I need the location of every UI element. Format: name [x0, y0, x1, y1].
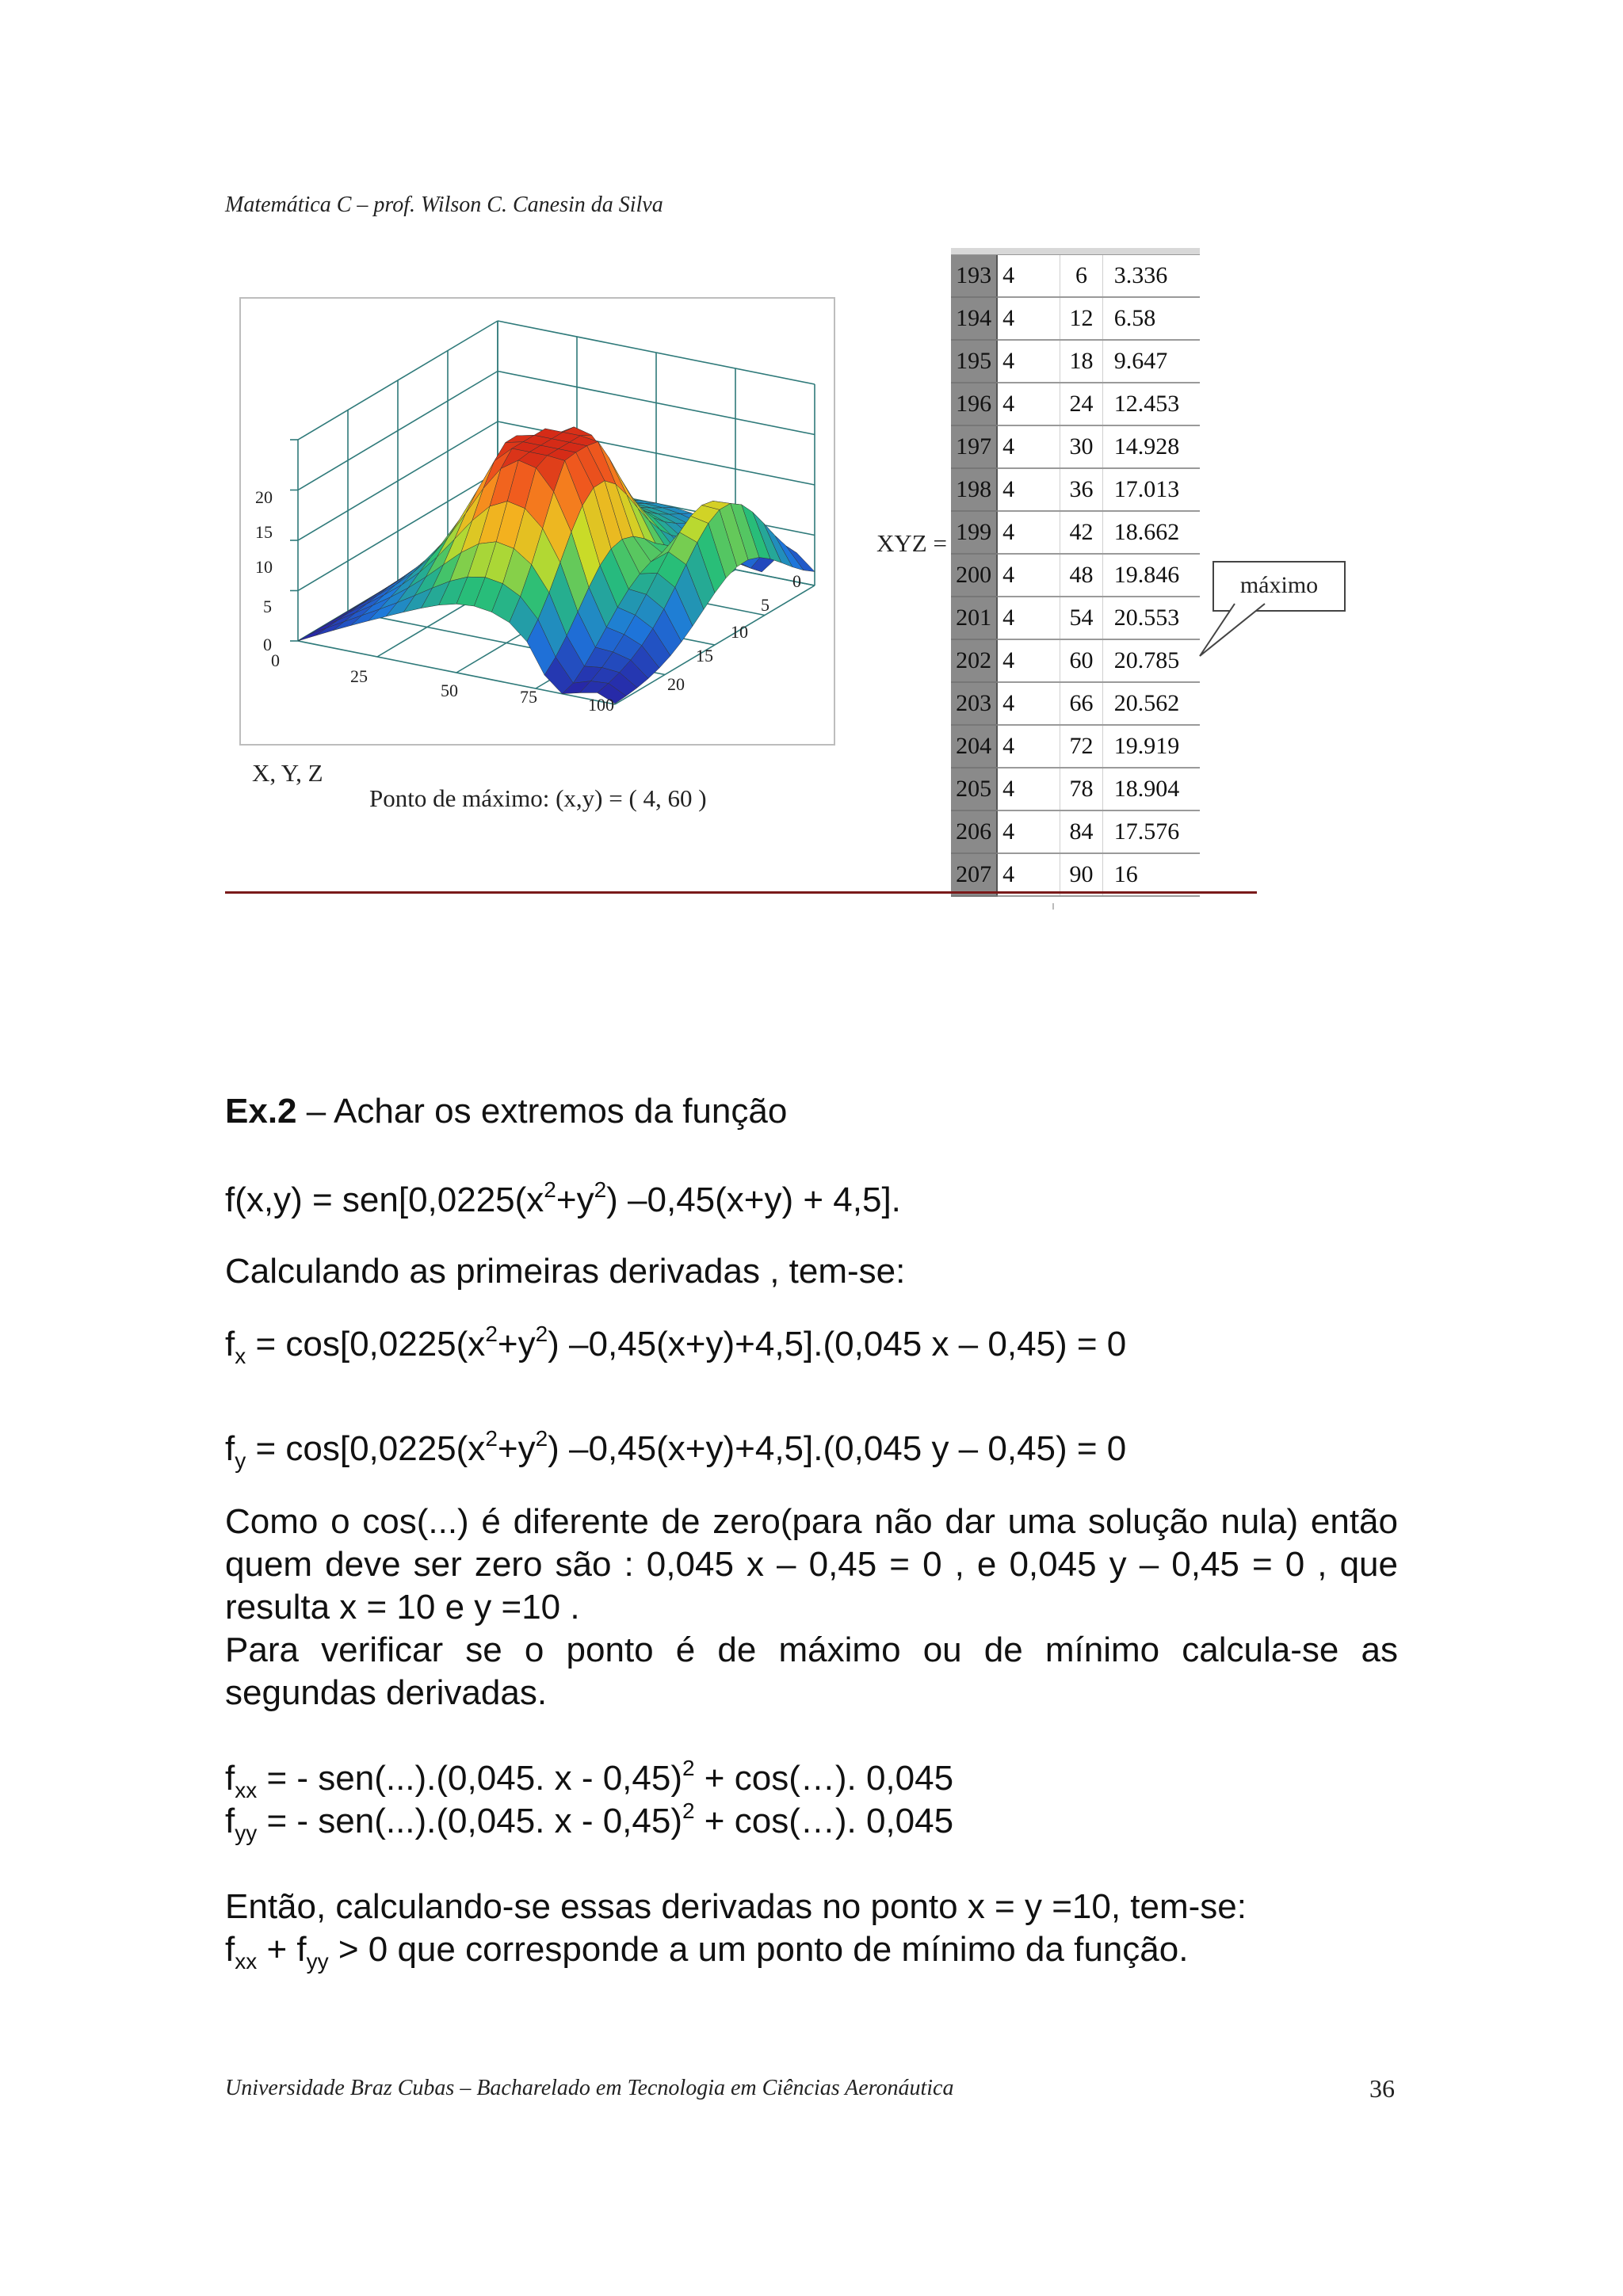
table-label: XYZ = [876, 529, 947, 557]
fxx-equation: $f_{xx}$ = - sen(...).(0,045. x - 0,45)$^2$ + cos(…). 0,045 [225, 1756, 954, 1802]
subscript: xx [235, 1778, 258, 1802]
x-tick-label: 25 [350, 666, 368, 686]
table-row [951, 639, 1200, 682]
table-row [951, 725, 1200, 768]
x-tick-label: 100 [588, 695, 614, 715]
table-cell: 4 [997, 383, 1060, 425]
y-tick-label: 15 [696, 646, 713, 666]
row-index-cell: 199 [951, 511, 997, 554]
formula-part: + f [257, 1930, 307, 1969]
formula-part: + cos(…). 0,045 [694, 1802, 954, 1840]
table-cell: 14.928 [1102, 425, 1200, 468]
z-tick-label: 15 [255, 522, 273, 542]
formula-part: +y [497, 1325, 536, 1363]
section-divider [225, 891, 1257, 894]
paragraph-second-derivatives: Para verificar se o ponto é de máximo ou de mínimo calcula-se as segundas derivadas. [225, 1630, 1398, 1712]
row-index-cell: 206 [951, 810, 997, 853]
formula-part: ) –0,45(x+y) + 4,5]. [606, 1180, 901, 1219]
page-header: Matemática C – prof. Wilson C. Canesin da Silva [225, 193, 663, 217]
table-cell: 19.919 [1102, 725, 1200, 768]
table-cell: 4 [997, 597, 1060, 639]
y-tick-label: 5 [761, 595, 769, 615]
table-row [951, 853, 1200, 896]
formula-part: f(x,y) = sen[0,0225(x [225, 1180, 544, 1219]
table-cell: 4 [997, 639, 1060, 682]
formula-part: ) –0,45(x+y)+4,5].(0,045 y – 0,45) = 0 [548, 1429, 1127, 1468]
table-cell: 90 [1060, 853, 1102, 896]
surface-plot-frame [239, 297, 835, 746]
formula-part: = - sen(...).(0,045. x - 0,45) [257, 1802, 682, 1840]
table-cell: 20.785 [1102, 639, 1200, 682]
fyy-equation: $f_{yy}$ = - sen(...).(0,045. x - 0,45)$^2$ + cos(…). 0,045 [225, 1798, 954, 1845]
table-cell: 60 [1060, 639, 1102, 682]
x-tick-label: 0 [271, 650, 280, 670]
table-cell: 4 [997, 425, 1060, 468]
table-row [951, 425, 1200, 468]
fy-equation: $f_y = \cos[0,0225(x^2+y^2)$ –0,45(x+y)+4,5].(0,045 y – 0,45) = 0 [225, 1426, 1127, 1473]
table-cell: 4 [997, 255, 1060, 297]
x-tick-label: 50 [441, 681, 458, 700]
fx-equation: $f_x = \cos[0,0225(x^2+y^2)$ –0,45(x+y)+4,5].(0,045 x – 0,45) = 0 [225, 1322, 1127, 1368]
derivatives-intro: Calculando as primeiras derivadas , tem-se: [225, 1252, 906, 1291]
table-row [951, 255, 1200, 297]
subscript: x [235, 1344, 246, 1368]
table-cell: 18 [1060, 340, 1102, 383]
max-point-text: Ponto de máximo: (x,y) = ( 4, 60 ) [369, 784, 707, 812]
ex2-title [225, 1090, 1398, 1133]
subscript: xx [235, 1949, 258, 1974]
formula-part: ) –0,45(x+y)+4,5].(0,045 x – 0,45) = 0 [548, 1325, 1127, 1363]
z-tick-label: 10 [255, 557, 273, 577]
row-index-cell: 204 [951, 725, 997, 768]
z-tick-label: 0 [263, 635, 272, 654]
row-index-cell: 194 [951, 297, 997, 340]
table-cell: 17.576 [1102, 810, 1200, 853]
ex2-title-text: – Achar os extremos da função [296, 1092, 788, 1131]
subscript: y [235, 1448, 246, 1473]
page-number: 36 [1369, 2074, 1395, 2103]
table-cell: 4 [997, 810, 1060, 853]
table-cell: 4 [997, 468, 1060, 511]
table-cell: 4 [997, 297, 1060, 340]
table-cell: 16 [1102, 853, 1200, 896]
row-index-cell: 202 [951, 639, 997, 682]
formula-part: +y [556, 1180, 594, 1219]
table-cell: 78 [1060, 768, 1102, 810]
table-cell: 4 [997, 511, 1060, 554]
table-cell: 20.553 [1102, 597, 1200, 639]
formula-part: + cos(…). 0,045 [694, 1759, 954, 1798]
table-cell: 18.662 [1102, 511, 1200, 554]
table-row [951, 340, 1200, 383]
row-index-cell: 195 [951, 340, 997, 383]
function-definition: $f(x,y) = sen[0,0225(x^2+y^2) -0,45(x+y) + 4,5]$. [225, 1177, 901, 1219]
maximum-callout: máximo [1212, 561, 1346, 612]
callout-pointer [1189, 602, 1268, 666]
conclusion-line-1: Então, calculando-se essas derivadas no ponto x = y =10, tem-se: [225, 1887, 1247, 1926]
formula-part: = - sen(...).(0,045. x - 0,45) [257, 1759, 682, 1798]
formula-part: = cos[0,0225(x [246, 1429, 486, 1468]
table-row [951, 597, 1200, 639]
axes-caption: X, Y, Z [252, 759, 323, 787]
row-index-cell: 197 [951, 425, 997, 468]
xyz-table [951, 255, 1200, 897]
row-index-cell: 207 [951, 853, 997, 896]
table-row [951, 383, 1200, 425]
table-row [951, 511, 1200, 554]
formula-part: > 0 que corresponde a um ponto de mínimo da função. [328, 1930, 1189, 1969]
table-cell: 84 [1060, 810, 1102, 853]
table-row [951, 468, 1200, 511]
subscript: yy [306, 1949, 329, 1974]
row-index-cell: 200 [951, 554, 997, 597]
table-cell: 72 [1060, 725, 1102, 768]
row-index-cell: 201 [951, 597, 997, 639]
table-cell: 36 [1060, 468, 1102, 511]
conclusion-line-2: $f_{xx} + f_{yy} > 0$ que corresponde a um ponto de mínimo da função. [225, 1930, 1189, 1974]
table-row [951, 682, 1200, 725]
table-cell: 4 [997, 554, 1060, 597]
row-index-cell: 196 [951, 383, 997, 425]
table-cell: 6 [1060, 255, 1102, 297]
table-top-strip [951, 248, 1200, 255]
xyz-table-wrap [951, 248, 1200, 897]
table-cell: 4 [997, 853, 1060, 896]
paragraph-zero-condition: Como o cos(...) é diferente de zero(para não dar uma solução nula) então quem deve ser zero são : 0,045 x – 0,45 = 0 , e 0,045 y – 0,45 = 0 , que resulta x = 10 e y =10 . [225, 1502, 1398, 1627]
table-cell: 4 [997, 725, 1060, 768]
table-cell: 9.647 [1102, 340, 1200, 383]
y-tick-label: 0 [792, 571, 801, 591]
z-tick-label: 5 [263, 597, 272, 616]
table-row [951, 810, 1200, 853]
y-tick-label: 20 [667, 674, 685, 694]
table-row [951, 768, 1200, 810]
z-tick-label: 20 [255, 487, 273, 507]
table-cell: 4 [997, 768, 1060, 810]
table-row [951, 297, 1200, 340]
table-cell: 42 [1060, 511, 1102, 554]
table-cell: 19.846 [1102, 554, 1200, 597]
divider-tick [1052, 903, 1054, 910]
row-index-cell: 198 [951, 468, 997, 511]
table-cell: 12 [1060, 297, 1102, 340]
table-cell: 6.58 [1102, 297, 1200, 340]
table-cell: 54 [1060, 597, 1102, 639]
row-index-cell: 205 [951, 768, 997, 810]
table-cell: 66 [1060, 682, 1102, 725]
subscript: yy [235, 1821, 258, 1845]
row-index-cell: 193 [951, 255, 997, 297]
table-cell: 24 [1060, 383, 1102, 425]
table-cell: 17.013 [1102, 468, 1200, 511]
table-cell: 18.904 [1102, 768, 1200, 810]
ex2-label: Ex.2 [225, 1092, 297, 1131]
formula-part: +y [497, 1429, 536, 1468]
table-cell: 12.453 [1102, 383, 1200, 425]
surface-facet [298, 628, 327, 641]
page-footer: Universidade Braz Cubas – Bacharelado em Tecnologia em Ciências Aeronáutica [225, 2076, 954, 2100]
table-cell: 30 [1060, 425, 1102, 468]
formula-part: = cos[0,0225(x [246, 1325, 486, 1363]
table-cell: 4 [997, 682, 1060, 725]
surface-plot [241, 299, 834, 744]
table-cell: 20.562 [1102, 682, 1200, 725]
table-cell: 3.336 [1102, 255, 1200, 297]
table-cell: 4 [997, 340, 1060, 383]
y-tick-label: 10 [731, 622, 748, 642]
table-row [951, 554, 1200, 597]
table-cell: 48 [1060, 554, 1102, 597]
x-tick-label: 75 [520, 687, 537, 707]
row-index-cell: 203 [951, 682, 997, 725]
